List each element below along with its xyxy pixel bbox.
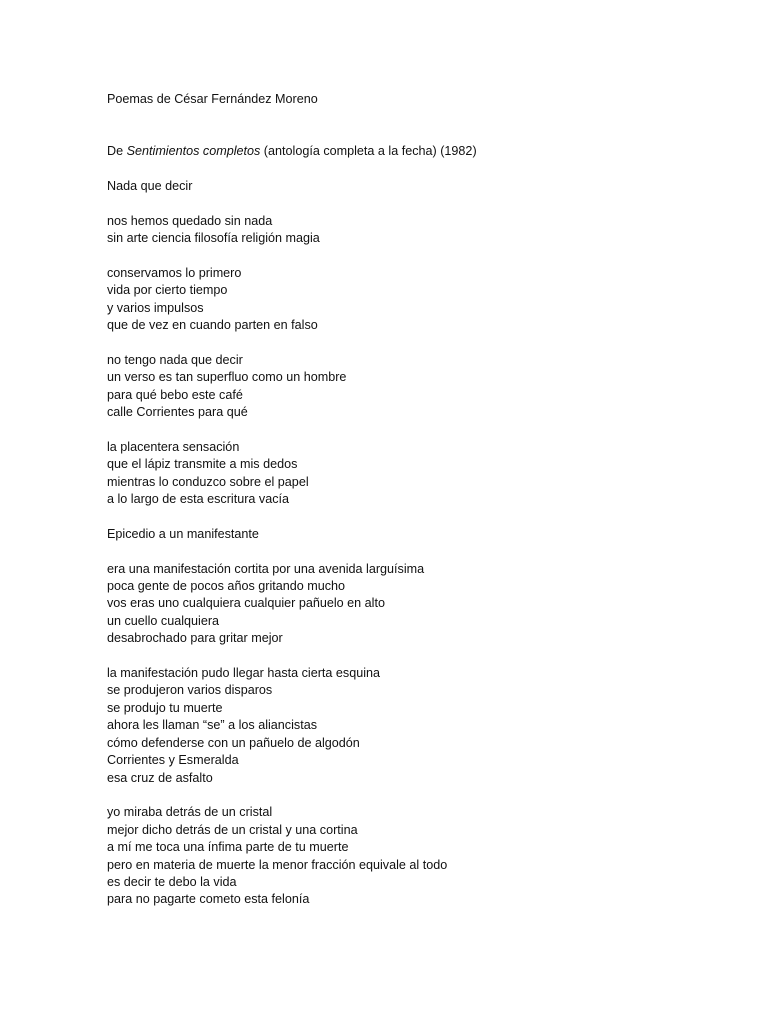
document-page [107,91,727,926]
verse-line: mientras lo conduzco sobre el papel [107,474,309,489]
book-suffix: (antología completa a la fecha) (1982) [260,144,477,158]
verse-line: poca gente de pocos años gritando mucho [107,579,346,594]
verse-line: no tengo nada que decir [107,352,243,367]
stanza [107,439,727,509]
stanza [107,665,727,787]
verse-line: es decir te debo la vida [107,874,237,889]
document-title: Poemas de César Fernández Moreno [107,92,318,106]
verse-line: ahora les llaman “se” a los aliancistas [107,718,317,733]
verse-line: y varios impulsos [107,300,204,315]
verse-line: cómo defenderse con un pañuelo de algodón [107,735,360,750]
stanza [107,561,727,648]
verse-line: a lo largo de esta escritura vacía [107,492,290,507]
verse-line: nos hemos quedado sin nada [107,213,273,228]
verse-line: vos eras uno cualquiera cualquier pañuelo en alto [107,596,385,611]
verse-line: a mí me toca una ínfima parte de tu muerte [107,840,349,855]
verse-line: un verso es tan superfluo como un hombre [107,370,347,385]
poem-epicedio [107,526,727,909]
book-title: Sentimientos completos [126,144,261,158]
verse-line: Corrientes y Esmeralda [107,753,239,768]
book-prefix: De [107,144,127,158]
poem-title: Epicedio a un manifestante [107,526,259,541]
verse-line: un cuello cualquiera [107,613,220,628]
verse-line: se produjo tu muerte [107,700,223,715]
verse-line: yo miraba detrás de un cristal [107,805,273,820]
stanza [107,265,727,335]
verse-line: era una manifestación cortita por una avenida larguísima [107,561,425,576]
verse-line: la manifestación pudo llegar hasta cierta esquina [107,666,381,681]
verse-line: mejor dicho detrás de un cristal y una cortina [107,822,358,837]
verse-line: para no pagarte cometo esta felonía [107,892,310,907]
verse-line: calle Corrientes para qué [107,405,248,420]
stanza [107,352,727,422]
verse-line: que el lápiz transmite a mis dedos [107,457,298,472]
verse-line: para qué bebo este café [107,387,243,402]
verse-line: esa cruz de asfalto [107,770,213,785]
verse-line: conservamos lo primero [107,265,242,280]
verse-line: que de vez en cuando parten en falso [107,318,318,333]
poem-nada-que-decir [107,178,727,509]
verse-line: se produjeron varios disparos [107,683,273,698]
book-heading [107,143,727,160]
verse-line: desabrochado para gritar mejor [107,631,283,646]
verse-line: la placentera sensación [107,439,240,454]
verse-line: pero en materia de muerte la menor fracción equivale al todo [107,857,448,872]
verse-line: vida por cierto tiempo [107,283,228,298]
verse-line: sin arte ciencia filosofía religión magia [107,231,320,245]
stanza [107,213,727,248]
poem-title: Nada que decir [107,178,193,193]
stanza [107,804,727,908]
